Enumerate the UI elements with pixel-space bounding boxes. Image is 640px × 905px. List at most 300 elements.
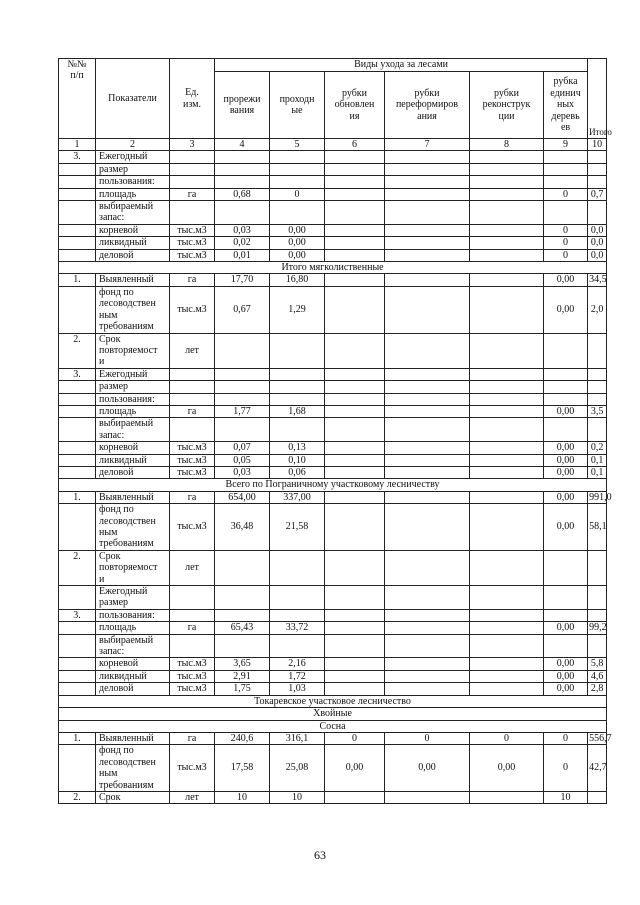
unit: тыс.м3 — [170, 286, 215, 333]
table-row — [59, 188, 607, 200]
row-number: 1. — [59, 732, 96, 744]
reforming-value — [385, 418, 470, 442]
passage-value — [270, 368, 325, 380]
total-value — [588, 393, 607, 405]
unit: га — [170, 622, 215, 634]
reconstruction-value — [470, 368, 544, 380]
total-value: 34,5 — [589, 274, 607, 286]
unit: га — [170, 732, 215, 744]
renewal-value — [325, 368, 385, 380]
row-number: 2. — [59, 550, 96, 585]
renewal-value — [325, 393, 385, 405]
renewal-value — [325, 405, 385, 417]
table-row — [59, 249, 607, 261]
forest-care-table — [58, 58, 612, 804]
row-number — [59, 405, 96, 417]
total-value — [588, 368, 607, 380]
single-trees-value — [544, 163, 588, 175]
section-header-row — [59, 708, 607, 720]
table-row — [59, 442, 607, 454]
single-trees-value: 0,00 — [544, 405, 588, 417]
reforming-value — [385, 504, 470, 551]
unit: тыс.м3 — [170, 454, 215, 466]
column-number: 8 — [470, 139, 544, 151]
reconstruction-value — [470, 454, 544, 466]
row-number — [59, 745, 96, 792]
reforming-value — [385, 791, 470, 803]
indicator: Выявленный — [96, 274, 170, 286]
unit: тыс.м3 — [170, 658, 215, 670]
column-number: 9 — [544, 139, 588, 151]
page-number: 63 — [314, 848, 326, 862]
header-col-renewal: рубки обновлен ия — [325, 72, 385, 139]
reforming-value — [385, 442, 470, 454]
reforming-value — [385, 683, 470, 695]
renewal-value: 0 — [325, 732, 385, 744]
reforming-value: 0 — [385, 732, 470, 744]
renewal-value — [325, 491, 385, 503]
indicator: Выявленный — [96, 732, 170, 744]
single-trees-value: 0,00 — [544, 491, 588, 503]
thinning-value — [215, 151, 270, 163]
renewal-value — [325, 683, 385, 695]
single-trees-value: 0 — [544, 188, 588, 200]
reforming-value — [385, 491, 470, 503]
table-row — [59, 381, 607, 393]
table-row — [59, 163, 607, 175]
renewal-value — [325, 670, 385, 682]
unit: тыс.м3 — [170, 670, 215, 682]
renewal-value — [325, 249, 385, 261]
passage-value: 1,03 — [270, 683, 325, 695]
reconstruction-value — [470, 286, 544, 333]
single-trees-value: 0 — [544, 224, 588, 236]
table-row — [59, 201, 607, 225]
row-number — [59, 286, 96, 333]
unit: тыс.м3 — [170, 442, 215, 454]
total-value — [588, 163, 607, 175]
reconstruction-value — [470, 442, 544, 454]
indicator: ликвидный — [96, 237, 170, 249]
reforming-value — [385, 658, 470, 670]
passage-value: 316,1 — [270, 732, 325, 744]
thinning-value: 3,65 — [215, 658, 270, 670]
passage-value: 16,80 — [270, 274, 325, 286]
renewal-value — [325, 550, 385, 585]
reconstruction-value — [470, 791, 544, 803]
thinning-value: 0,68 — [215, 188, 270, 200]
reconstruction-value — [470, 393, 544, 405]
table-row — [59, 418, 607, 442]
single-trees-value: 10 — [544, 791, 588, 803]
total-value: 5,8 — [588, 658, 607, 670]
table-row — [59, 176, 607, 188]
renewal-value — [325, 454, 385, 466]
column-number: 2 — [96, 139, 170, 151]
total-value — [588, 586, 607, 610]
reconstruction-value — [470, 609, 544, 621]
thinning-value: 36,48 — [215, 504, 270, 551]
renewal-value — [325, 201, 385, 225]
indicator: площадь — [96, 188, 170, 200]
single-trees-value: 0,00 — [544, 670, 588, 682]
total-value: 2,0 — [588, 286, 607, 333]
reconstruction-value — [470, 466, 544, 478]
row-number — [59, 454, 96, 466]
row-number: 3. — [59, 151, 96, 163]
row-number — [59, 393, 96, 405]
unit — [170, 634, 215, 658]
indicator: выбираемый запас: — [96, 634, 170, 658]
unit — [170, 176, 215, 188]
thinning-value — [215, 586, 270, 610]
reforming-value — [385, 188, 470, 200]
total-value: 58,1 — [588, 504, 607, 551]
single-trees-value: 0,00 — [544, 442, 588, 454]
renewal-value — [325, 274, 385, 286]
passage-value — [270, 586, 325, 610]
unit — [170, 151, 215, 163]
table-row — [59, 732, 607, 744]
single-trees-value — [544, 151, 588, 163]
reforming-value — [385, 634, 470, 658]
thinning-value: 0,01 — [215, 249, 270, 261]
total-value: 42,7 — [588, 745, 607, 792]
reforming-value — [385, 622, 470, 634]
column-number: 6 — [325, 139, 385, 151]
reforming-value — [385, 466, 470, 478]
document-page — [58, 58, 612, 804]
total-value — [588, 609, 607, 621]
thinning-value: 240,6 — [215, 732, 270, 744]
indicator: выбираемый запас: — [96, 201, 170, 225]
single-trees-value: 0,00 — [544, 504, 588, 551]
unit: тыс.м3 — [170, 745, 215, 792]
single-trees-value: 0,00 — [544, 683, 588, 695]
reconstruction-value — [470, 622, 544, 634]
reconstruction-value — [470, 381, 544, 393]
single-trees-value — [544, 333, 588, 368]
thinning-value: 654,00 — [215, 491, 270, 503]
indicator: фонд по лесоводствен ным требованиям — [96, 745, 170, 792]
thinning-value — [215, 381, 270, 393]
single-trees-value: 0 — [544, 237, 588, 249]
total-value — [588, 381, 607, 393]
reforming-value — [385, 405, 470, 417]
reconstruction-value — [470, 176, 544, 188]
header-col-single-trees: рубка единич ных деревь ев — [544, 72, 588, 139]
header-total: Итого — [588, 59, 607, 139]
total-value: 991,0 — [589, 491, 612, 503]
section-header-row — [59, 720, 607, 732]
indicator: размер — [96, 381, 170, 393]
single-trees-value: 0,00 — [544, 466, 588, 478]
total-value — [588, 201, 607, 225]
unit: га — [170, 405, 215, 417]
thinning-value: 0,07 — [215, 442, 270, 454]
thinning-value — [215, 368, 270, 380]
reforming-value — [385, 368, 470, 380]
thinning-value — [215, 333, 270, 368]
reforming-value — [385, 249, 470, 261]
total-value: 0,0 — [588, 224, 607, 236]
passage-value: 0,10 — [270, 454, 325, 466]
table-row — [59, 491, 607, 503]
table-row — [59, 393, 607, 405]
row-number — [59, 586, 96, 610]
indicator: деловой — [96, 466, 170, 478]
table-row — [59, 405, 607, 417]
reconstruction-value — [470, 683, 544, 695]
passage-value — [270, 176, 325, 188]
indicator: пользования: — [96, 393, 170, 405]
thinning-value: 0,05 — [215, 454, 270, 466]
table-row — [59, 658, 607, 670]
total-value: 99,2 — [589, 622, 607, 634]
total-value: 0,1 — [588, 454, 607, 466]
reforming-value — [385, 550, 470, 585]
total-value: 0,0 — [588, 249, 607, 261]
passage-value: 10 — [270, 791, 325, 803]
row-number — [59, 163, 96, 175]
total-value: 0,0 — [588, 237, 607, 249]
row-number: 3. — [59, 609, 96, 621]
reforming-value — [385, 393, 470, 405]
header-col-passage: проходн ые — [270, 72, 325, 139]
thinning-value: 0,03 — [215, 224, 270, 236]
renewal-value — [325, 442, 385, 454]
unit: лет — [170, 550, 215, 585]
row-number: 3. — [59, 368, 96, 380]
thinning-value: 17,70 — [215, 274, 270, 286]
table-row — [59, 151, 607, 163]
thinning-value: 65,43 — [215, 622, 270, 634]
reconstruction-value — [470, 418, 544, 442]
renewal-value: 0,00 — [325, 745, 385, 792]
single-trees-value — [544, 176, 588, 188]
total-value: 556,7 — [589, 732, 612, 744]
single-trees-value — [544, 586, 588, 610]
reforming-value — [385, 586, 470, 610]
passage-value — [270, 418, 325, 442]
header-indicators: Показатели — [96, 59, 170, 139]
section-header-row — [59, 695, 607, 707]
total-value — [588, 550, 607, 585]
row-number — [59, 381, 96, 393]
thinning-value — [215, 201, 270, 225]
header-col-thinning: прорежи вания — [215, 72, 270, 139]
renewal-value — [325, 237, 385, 249]
row-number — [59, 634, 96, 658]
renewal-value — [325, 466, 385, 478]
header-unit: Ед. изм. — [170, 59, 215, 139]
table-row — [59, 237, 607, 249]
single-trees-value: 0,00 — [544, 658, 588, 670]
reforming-value — [385, 163, 470, 175]
renewal-value — [325, 224, 385, 236]
passage-value: 0,06 — [270, 466, 325, 478]
renewal-value — [325, 658, 385, 670]
table-row — [59, 609, 607, 621]
reconstruction-value — [470, 237, 544, 249]
thinning-value — [215, 418, 270, 442]
table-row — [59, 274, 607, 286]
total-value: 0,7 — [588, 188, 607, 200]
thinning-value: 10 — [215, 791, 270, 803]
unit — [170, 418, 215, 442]
reforming-value — [385, 274, 470, 286]
row-number — [59, 176, 96, 188]
row-number — [59, 658, 96, 670]
total-value: 4,6 — [588, 670, 607, 682]
reconstruction-value — [470, 634, 544, 658]
single-trees-value — [544, 368, 588, 380]
column-number: 3 — [170, 139, 215, 151]
row-number — [59, 418, 96, 442]
thinning-value: 0,03 — [215, 466, 270, 478]
section-header-row — [59, 479, 607, 491]
table-row — [59, 333, 607, 368]
table-row — [59, 286, 607, 333]
row-number — [59, 683, 96, 695]
reconstruction-value — [470, 504, 544, 551]
row-number: 1. — [59, 491, 96, 503]
reconstruction-value — [470, 670, 544, 682]
reforming-value — [385, 609, 470, 621]
total-value: 0,2 — [588, 442, 607, 454]
table-row — [59, 586, 607, 610]
indicator: фонд по лесоводствен ным требованиям — [96, 286, 170, 333]
single-trees-value: 0,00 — [544, 286, 588, 333]
single-trees-value: 0,00 — [544, 622, 588, 634]
header-care-types: Виды ухода за лесами — [215, 59, 588, 72]
table-row — [59, 550, 607, 585]
passage-value: 0,00 — [270, 249, 325, 261]
reforming-value — [385, 381, 470, 393]
renewal-value — [325, 333, 385, 368]
table-row — [59, 466, 607, 478]
passage-value — [270, 381, 325, 393]
single-trees-value: 0 — [544, 249, 588, 261]
header-col-reconstruction: рубки реконструк ции — [470, 72, 544, 139]
thinning-value: 0,02 — [215, 237, 270, 249]
passage-value: 33,72 — [270, 622, 325, 634]
column-number: 10 — [588, 139, 607, 151]
reconstruction-value — [470, 249, 544, 261]
column-number-row — [59, 139, 607, 151]
unit: лет — [170, 333, 215, 368]
indicator: Срок повторяемост и — [96, 550, 170, 585]
renewal-value — [325, 188, 385, 200]
single-trees-value: 0 — [544, 745, 588, 792]
single-trees-value — [544, 381, 588, 393]
passage-value: 0,00 — [270, 224, 325, 236]
column-number: 4 — [215, 139, 270, 151]
indicator: размер — [96, 163, 170, 175]
unit: га — [170, 274, 215, 286]
row-number — [59, 442, 96, 454]
reconstruction-value: 0,00 — [470, 745, 544, 792]
indicator: Выявленный — [96, 491, 170, 503]
total-value — [588, 634, 607, 658]
unit: тыс.м3 — [170, 504, 215, 551]
reforming-value — [385, 454, 470, 466]
thinning-value: 0,67 — [215, 286, 270, 333]
renewal-value — [325, 504, 385, 551]
indicator: деловой — [96, 249, 170, 261]
unit: лет — [170, 791, 215, 803]
table-row — [59, 224, 607, 236]
section-title: Итого мягколиственные — [59, 262, 607, 274]
reconstruction-value — [470, 658, 544, 670]
unit — [170, 586, 215, 610]
reconstruction-value: 0 — [470, 732, 544, 744]
indicator: фонд по лесоводствен ным требованиям — [96, 504, 170, 551]
thinning-value: 1,75 — [215, 683, 270, 695]
unit: тыс.м3 — [170, 249, 215, 261]
passage-value: 1,68 — [270, 405, 325, 417]
renewal-value — [325, 381, 385, 393]
reconstruction-value — [470, 586, 544, 610]
passage-value — [270, 151, 325, 163]
section-header-row — [59, 262, 607, 274]
passage-value: 1,29 — [270, 286, 325, 333]
passage-value — [270, 393, 325, 405]
renewal-value — [325, 163, 385, 175]
passage-value: 0 — [270, 188, 325, 200]
total-value — [588, 333, 607, 368]
indicator: Срок — [96, 791, 170, 803]
passage-value: 0,00 — [270, 237, 325, 249]
passage-value — [270, 550, 325, 585]
unit: га — [170, 188, 215, 200]
passage-value: 2,16 — [270, 658, 325, 670]
passage-value — [270, 201, 325, 225]
passage-value: 21,58 — [270, 504, 325, 551]
total-value: 3,5 — [588, 405, 607, 417]
single-trees-value — [544, 418, 588, 442]
table-row — [59, 791, 607, 803]
single-trees-value — [544, 201, 588, 225]
unit — [170, 609, 215, 621]
reforming-value — [385, 151, 470, 163]
section-title: Сосна — [59, 720, 607, 732]
indicator: корневой — [96, 224, 170, 236]
indicator: ликвидный — [96, 670, 170, 682]
reconstruction-value — [470, 274, 544, 286]
indicator: деловой — [96, 683, 170, 695]
reforming-value — [385, 201, 470, 225]
table-row — [59, 670, 607, 682]
reforming-value — [385, 176, 470, 188]
unit — [170, 163, 215, 175]
indicator: Ежегодный — [96, 368, 170, 380]
thinning-value: 2,91 — [215, 670, 270, 682]
unit: тыс.м3 — [170, 466, 215, 478]
thinning-value — [215, 609, 270, 621]
total-value — [588, 418, 607, 442]
unit — [170, 381, 215, 393]
renewal-value — [325, 286, 385, 333]
reconstruction-value — [470, 151, 544, 163]
reforming-value — [385, 670, 470, 682]
total-value: 0,1 — [588, 466, 607, 478]
indicator: Ежегодный — [96, 151, 170, 163]
thinning-value — [215, 393, 270, 405]
row-number: 1. — [59, 274, 96, 286]
reconstruction-value — [470, 491, 544, 503]
renewal-value — [325, 634, 385, 658]
